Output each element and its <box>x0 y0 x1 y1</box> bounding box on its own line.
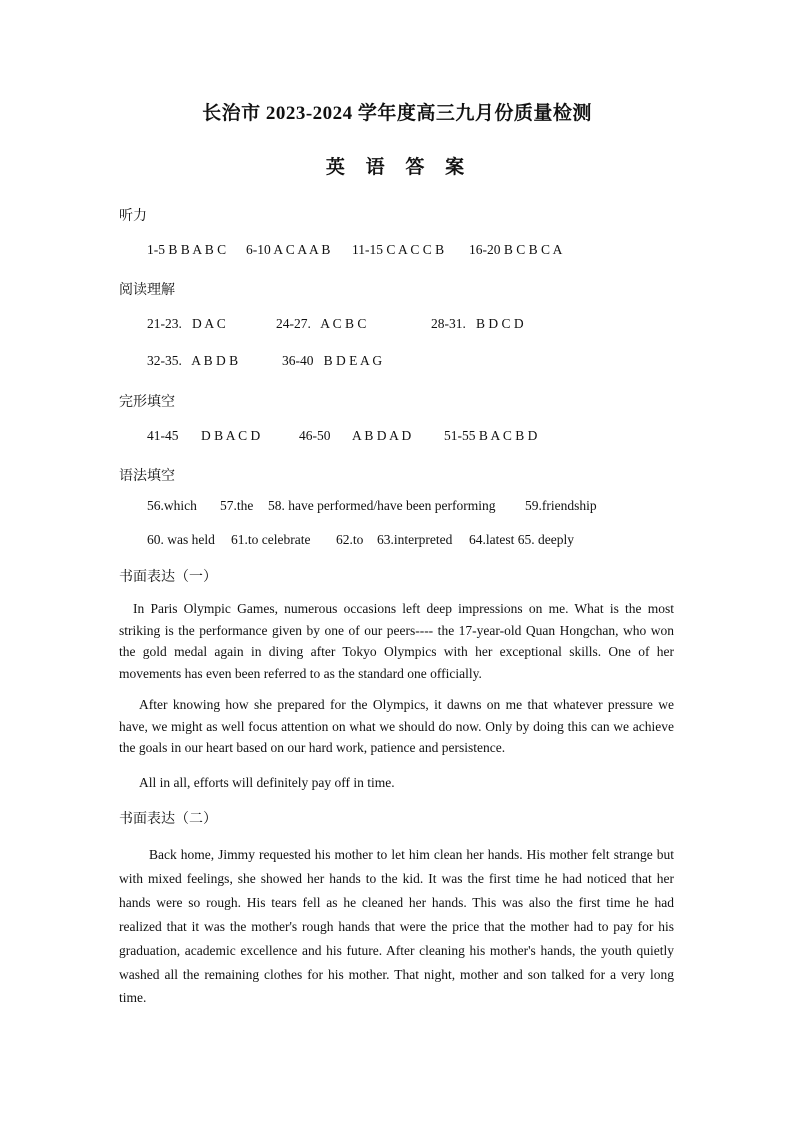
essay-paragraph: In Paris Olympic Games, numerous occasions left deep impressions on me. What is the most striking is the performance given by one of our peers---- the 17-year-old Quan Hongchan, who won the gold medal again in diving after Tokyo Olympics with her exceptional skills. One of her movements has even been referred to as the standard one officially. <box>119 601 674 681</box>
answer-item: 56.which <box>147 498 197 513</box>
answer-group: 16-20 B C B C A <box>469 242 563 257</box>
answer-group: 1-5 B B A B C <box>147 242 227 257</box>
section-heading-writing-2: 书面表达（二） <box>119 811 217 827</box>
answer-item: 59.friendship <box>525 498 597 513</box>
answer-item: 60. was held <box>147 532 215 547</box>
answer-item: 62.to <box>336 532 364 547</box>
essay-paragraph: Back home, Jimmy requested his mother to let him clean her hands. His mother felt strange but with mixed feelings, she showed her hands to the kid. It was the first time he had noticed that her hands were so rough. His tears fell as he cleaned her hands. This was also the first time he had realized that it was the mother's rough hands that were the price that the mother had to pay for his graduation, academic excellence and his future. After cleaning his mother's hands, the youth quietly washed all the remaining clothes for his mother. That night, mother and son talked for a very long time. <box>119 847 674 1006</box>
page-title: 长治市 2023-2024 学年度高三九月份质量检测 <box>202 103 592 124</box>
answer-group: 36-40 B D E A G <box>282 353 383 368</box>
answer-range: 46-50 <box>299 428 331 443</box>
answer-group: 28-31. B D C D <box>431 316 524 331</box>
answer-item: 61.to celebrate <box>231 532 311 547</box>
essay-paragraph: All in all, efforts will definitely pay off in time. <box>139 775 395 790</box>
answer-group: 51-55 B A C B D <box>444 428 538 443</box>
section-heading-cloze: 完形填空 <box>119 394 175 410</box>
answer-group: 32-35. A B D B <box>147 353 239 368</box>
answer-group: D B A C D <box>201 428 261 443</box>
page-subtitle: 英 语 答 案 <box>325 157 469 178</box>
answer-range: 41-45 <box>147 428 179 443</box>
section-heading-reading: 阅读理解 <box>119 282 175 298</box>
section-heading-listening: 听力 <box>119 208 147 224</box>
section-heading-grammar: 语法填空 <box>119 468 175 484</box>
essay-paragraph: After knowing how she prepared for the Olympics, it dawns on me that whatever pressure we have, we might as well focus attention on what we should do now. Only by doing this can we achieve the goals in our heart based on our hard work, patience and persistence. <box>119 697 674 756</box>
answer-item: 63.interpreted <box>377 532 453 547</box>
answer-item: 57.the <box>220 498 254 513</box>
answer-group: 11-15 C A C C B <box>352 242 445 257</box>
answer-group: A B D A D <box>352 428 412 443</box>
answer-item: 58. have performed/have been performing <box>268 498 496 513</box>
answer-group: 6-10 A C A A B <box>246 242 331 257</box>
answer-group: 24-27. A C B C <box>276 316 367 331</box>
answer-item: 64.latest 65. deeply <box>469 532 574 547</box>
answer-group: 21-23. D A C <box>147 316 226 331</box>
section-heading-writing-1: 书面表达（一） <box>119 569 217 585</box>
